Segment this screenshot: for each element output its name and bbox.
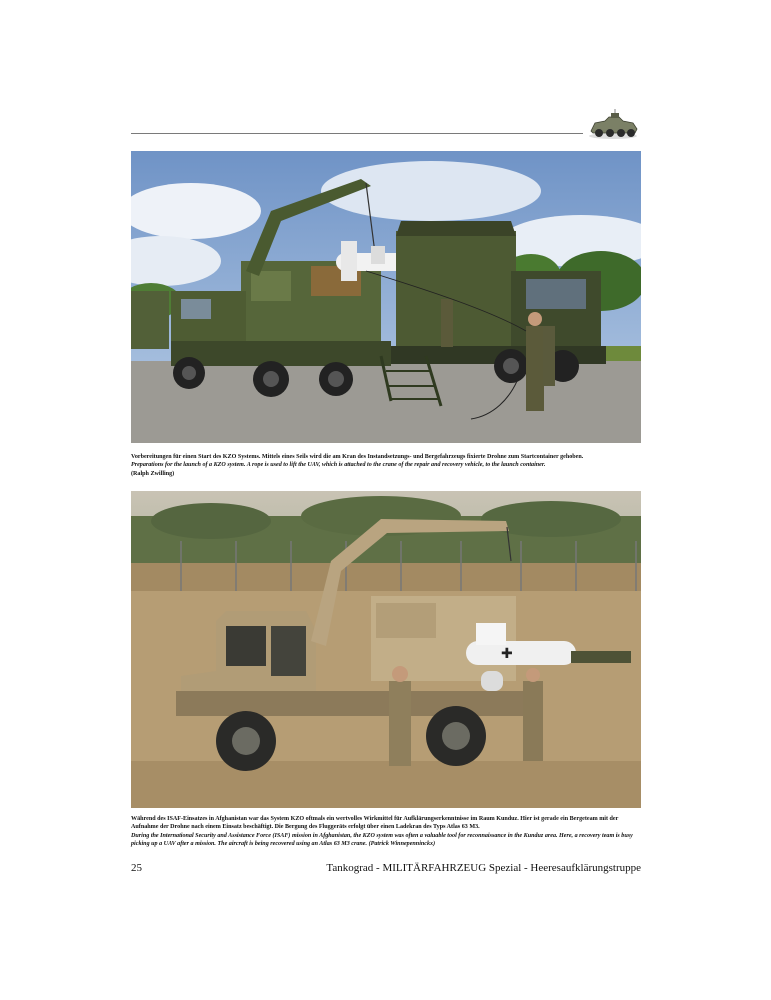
armored-vehicle-icon xyxy=(585,109,641,141)
svg-text:✚: ✚ xyxy=(501,646,513,662)
figure-caption xyxy=(131,815,641,848)
running-title: Tankograd - MILITÄRFAHRZEUG Spezial - Heeresaufklärungstruppe xyxy=(326,862,641,874)
caption-english: Preparations for the launch of a KZO system. A rope is used to lift the UAV, which is attached to the crane of the repair and recovery vehicle, to the launch container. xyxy=(131,462,546,469)
caption-english xyxy=(131,832,641,849)
caption-german: Während des ISAF-Einsatzes in Afghanistan war das System KZO oftmals ein wertvolles Wirkmittel für Aufklärungserkenntnisse im Raum Kunduz. Hier ist gerade ein Bergeteam mit der Aufnahme der Drohne nach einem Einsatz beschäftigt. Die Bergung des Fluggeräts erfolgt über einen Ladekran des Typs Atlas 63 M3. xyxy=(131,816,619,831)
caption-english-text: During the International Security and Assistance Force (ISAF) mission in Afghanistan, the KZO system was often a valuable tool for reconnaissance in the Kunduz area. Here, a recovery team is busy picking up a UAV after a mission. The aircraft is being recovered using an Atlas 63 M3 crane. xyxy=(131,832,633,847)
header-rule xyxy=(131,133,583,134)
photo-credit: (Ralph Zwilling) xyxy=(131,470,175,477)
page-number: 25 xyxy=(131,862,142,874)
photo-isaf-recovery xyxy=(131,491,641,808)
figure-caption xyxy=(131,453,641,478)
caption-german: Vorbereitungen für einen Start des KZO Systems. Mittels eines Seils wird die am Kran des Instandsetzungs- und Bergefahrzeugs fixierte Drohne zum Startcontainer gehoben. xyxy=(131,454,584,460)
photo-kzo-launch-preparation xyxy=(131,151,641,443)
photo-credit: (Patrick Winnepenninckx) xyxy=(368,840,436,847)
